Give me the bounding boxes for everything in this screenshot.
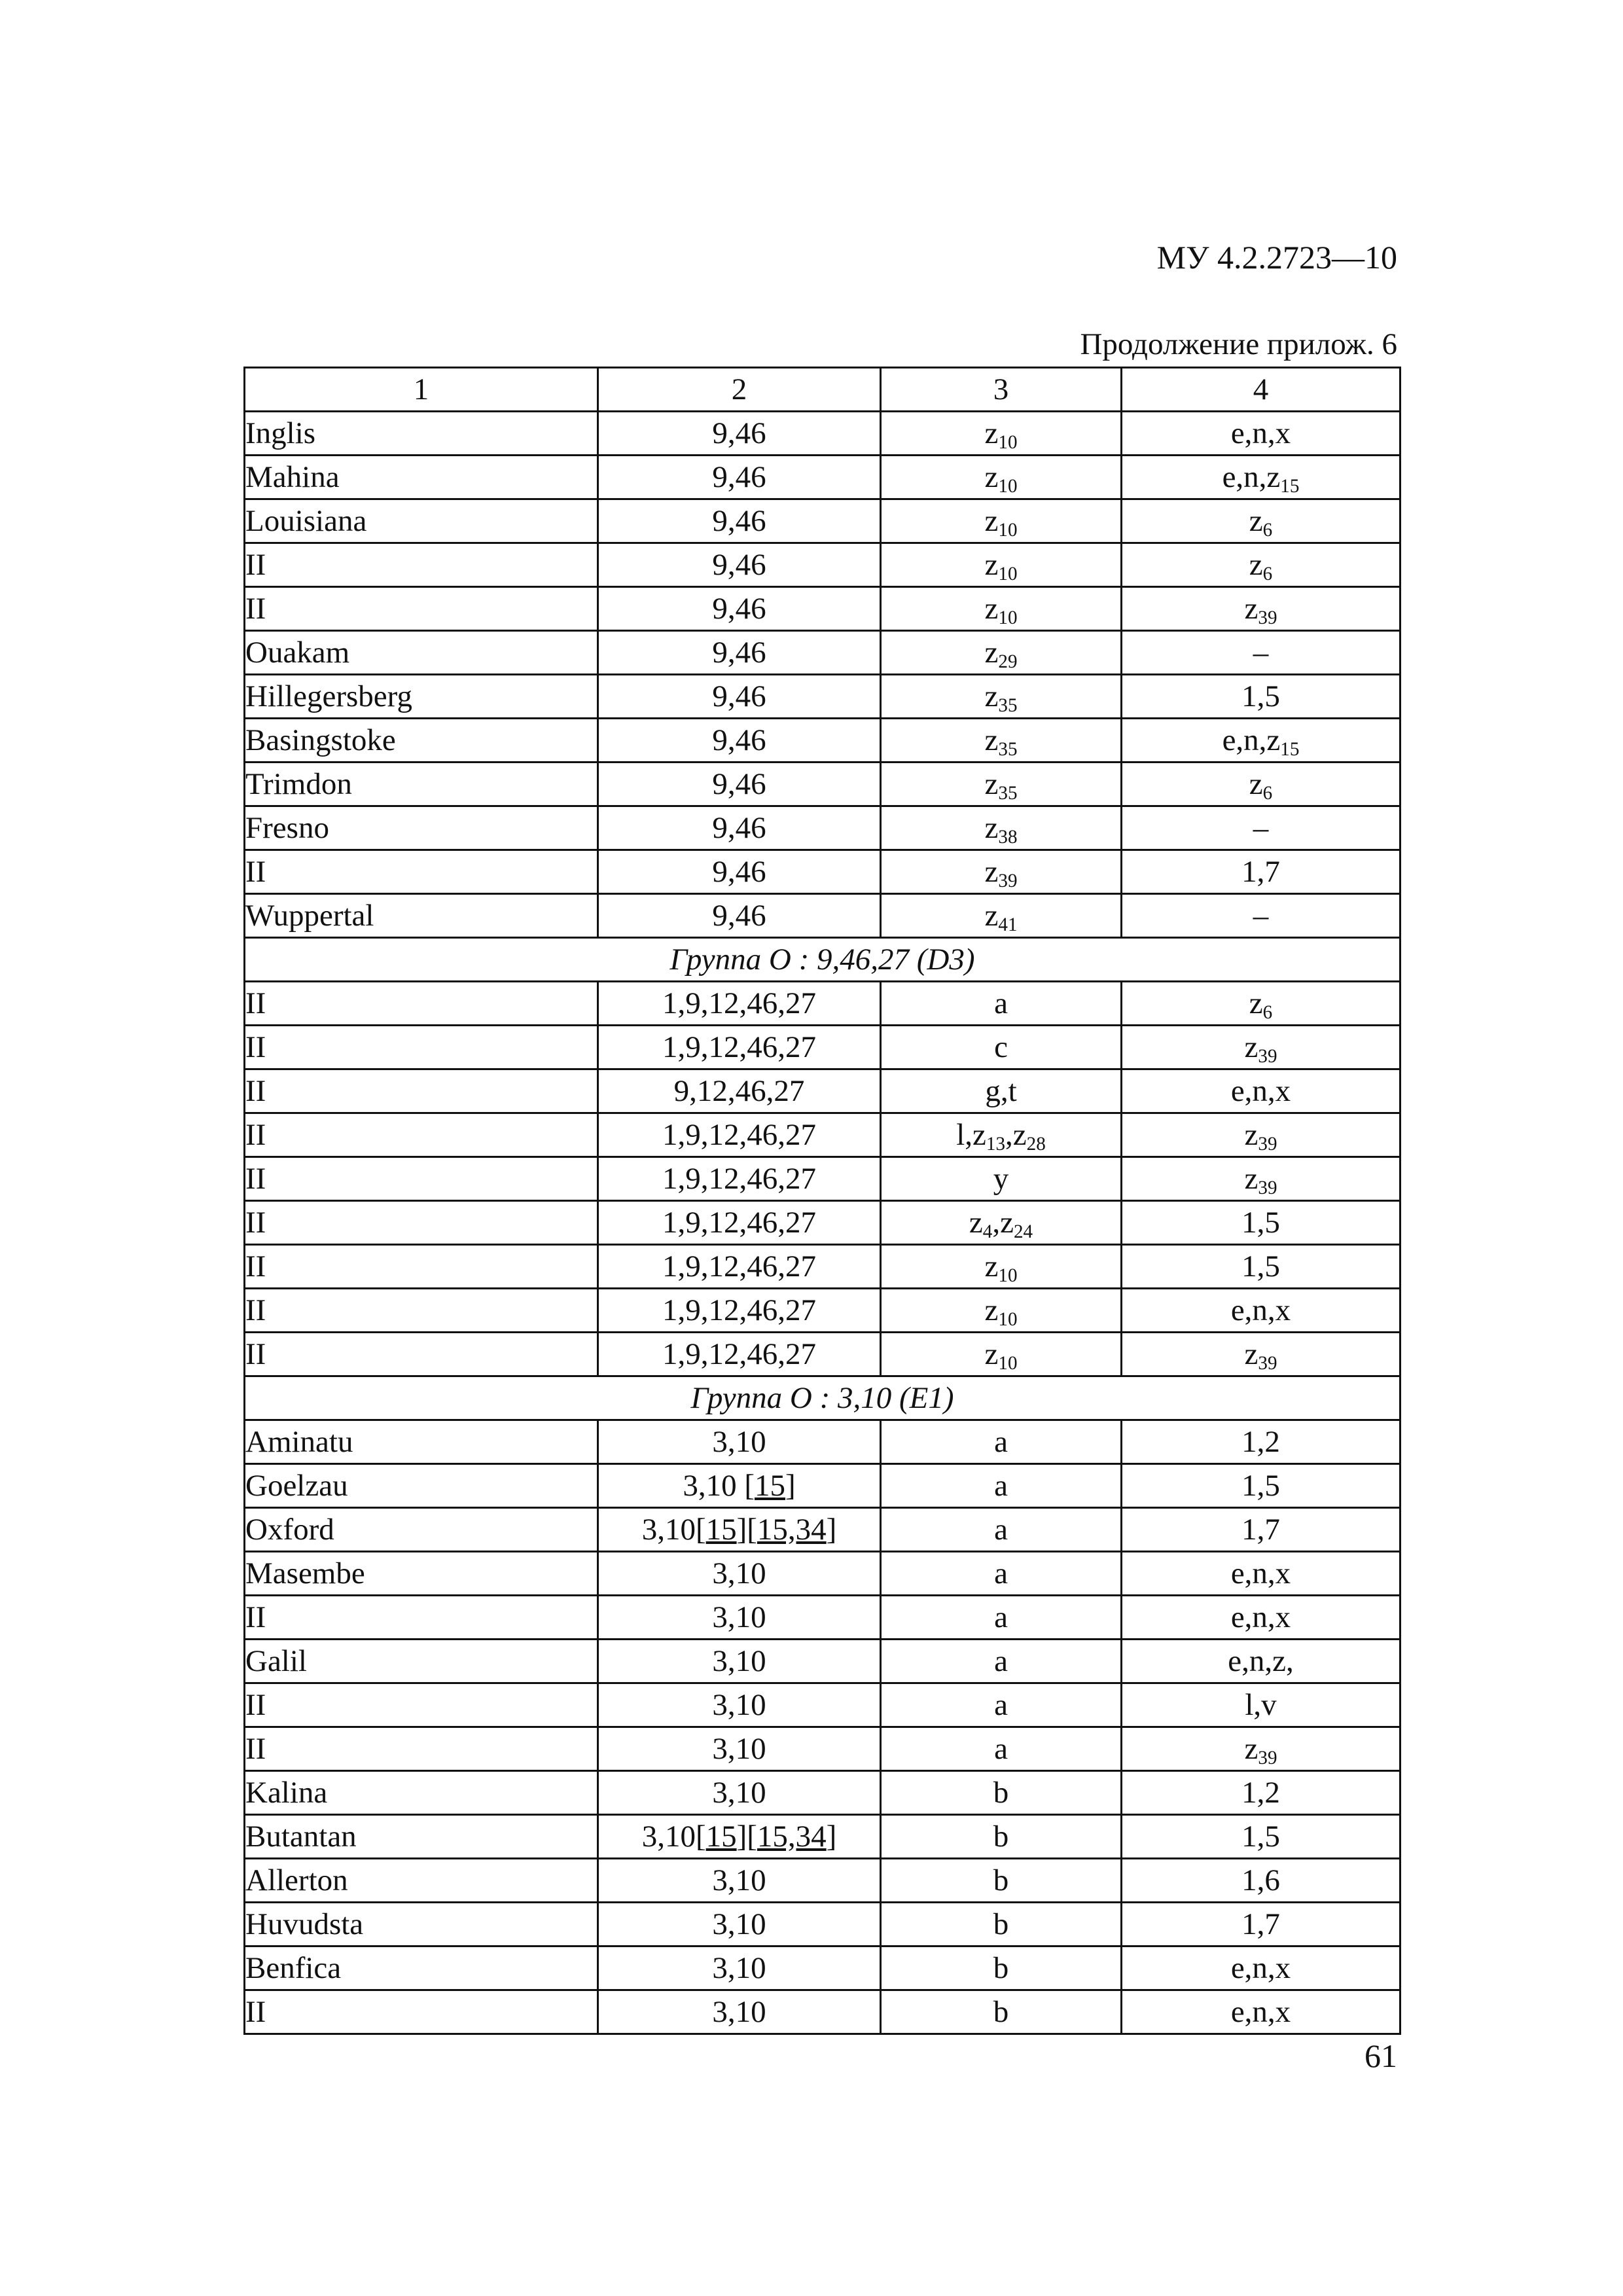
cell-col-1: Masembe	[245, 1552, 598, 1596]
table-row	[245, 719, 1400, 762]
table-body	[245, 368, 1400, 2034]
cell-col-3: $z_{10}$	[881, 499, 1122, 543]
cell-col-4: $e,n,z_{15}$	[1122, 719, 1400, 762]
cell-col-2: 3,10	[598, 1420, 881, 1464]
table-row	[245, 1245, 1400, 1289]
table-row	[245, 1333, 1400, 1376]
cell-col-3: $z_{10}$	[881, 1289, 1122, 1333]
cell-col-4: e,n,x	[1122, 1596, 1400, 1640]
table-row	[245, 894, 1400, 938]
cell-col-3: b	[881, 1903, 1122, 1946]
table-row	[245, 1596, 1400, 1640]
cell-col-2: 3,10[15][15,34]	[598, 1815, 881, 1859]
cell-col-1: II	[245, 587, 598, 631]
cell-col-2: 9,46	[598, 631, 881, 675]
cell-col-2: 9,46	[598, 806, 881, 850]
cell-col-2: 3,10	[598, 1903, 881, 1946]
cell-col-4: e,n,x	[1122, 1990, 1400, 2034]
document-code: МУ 4.2.2723—10	[1156, 239, 1397, 276]
cell-col-2: 3,10	[598, 1596, 881, 1640]
cell-col-4: 1,7	[1122, 850, 1400, 894]
cell-col-3: $z_{41}$	[881, 894, 1122, 938]
group-label: Группа О : 3,10 (E1)	[245, 1376, 1400, 1420]
cell-col-3: $z_{10}$	[881, 412, 1122, 456]
cell-col-3: $z_{38}$	[881, 806, 1122, 850]
cell-col-4: 1,5	[1122, 675, 1400, 719]
table-row	[245, 1727, 1400, 1771]
cell-col-4: $z_6$	[1122, 543, 1400, 587]
cell-col-2: 3,10[15][15,34]	[598, 1508, 881, 1552]
cell-col-2: 9,46	[598, 850, 881, 894]
cell-col-2: 1,9,12,46,27	[598, 1201, 881, 1245]
cell-col-3: a	[881, 1683, 1122, 1727]
cell-col-4: $z_6$	[1122, 762, 1400, 806]
cell-col-4: 1,5	[1122, 1815, 1400, 1859]
table-row	[245, 982, 1400, 1026]
cell-col-2: 9,46	[598, 412, 881, 456]
cell-col-1: II	[245, 543, 598, 587]
cell-col-4: e,n,x	[1122, 1289, 1400, 1333]
table-row	[245, 1859, 1400, 1903]
cell-col-4: $z_6$	[1122, 982, 1400, 1026]
cell-col-1: II	[245, 982, 598, 1026]
cell-col-3: y	[881, 1157, 1122, 1201]
cell-col-1: Ouakam	[245, 631, 598, 675]
cell-col-3: a	[881, 1420, 1122, 1464]
cell-col-2: 9,46	[598, 456, 881, 499]
cell-col-3: $z_{10}$	[881, 587, 1122, 631]
cell-col-3: $z_{35}$	[881, 762, 1122, 806]
cell-col-2: 3,10	[598, 1990, 881, 2034]
cell-col-3: $z_{35}$	[881, 675, 1122, 719]
cell-col-3: a	[881, 1596, 1122, 1640]
cell-col-1: Kalina	[245, 1771, 598, 1815]
cell-col-4: e,n,x	[1122, 1946, 1400, 1990]
table-row	[245, 1464, 1400, 1508]
table-row	[245, 1552, 1400, 1596]
cell-col-4: e,n,z,	[1122, 1640, 1400, 1683]
table-row	[245, 587, 1400, 631]
cell-col-4: –	[1122, 806, 1400, 850]
cell-col-4: $z_6$	[1122, 499, 1400, 543]
cell-col-4: $e,n,z_{15}$	[1122, 456, 1400, 499]
cell-col-3: $z_{10}$	[881, 1333, 1122, 1376]
cell-col-3: c	[881, 1026, 1122, 1069]
cell-col-1: II	[245, 1289, 598, 1333]
continuation-caption: Продолжение прилож. 6	[1080, 327, 1397, 361]
group-label: Группа О : 9,46,27 (D3)	[245, 938, 1400, 982]
cell-col-4: $z_{39}$	[1122, 1026, 1400, 1069]
cell-col-4: $z_{39}$	[1122, 1157, 1400, 1201]
cell-col-1: Louisiana	[245, 499, 598, 543]
cell-col-2: 9,46	[598, 543, 881, 587]
table-row	[245, 1201, 1400, 1245]
cell-col-4: 1,2	[1122, 1420, 1400, 1464]
cell-col-2: 1,9,12,46,27	[598, 1289, 881, 1333]
group-header-row	[245, 938, 1400, 982]
cell-col-2: 9,46	[598, 675, 881, 719]
cell-col-4: 1,5	[1122, 1201, 1400, 1245]
cell-col-2: 3,10 [15]	[598, 1464, 881, 1508]
cell-col-2: 1,9,12,46,27	[598, 1113, 881, 1157]
cell-col-1: Wuppertal	[245, 894, 598, 938]
cell-col-1: Hillegersberg	[245, 675, 598, 719]
cell-col-2: 3,10	[598, 1640, 881, 1683]
cell-col-1: II	[245, 1069, 598, 1113]
cell-col-1: Oxford	[245, 1508, 598, 1552]
cell-col-1: II	[245, 1727, 598, 1771]
cell-col-2: 3,10	[598, 1683, 881, 1727]
cell-col-3: $z_{10}$	[881, 1245, 1122, 1289]
cell-col-3: a	[881, 1464, 1122, 1508]
column-header-4: 4	[1122, 368, 1400, 412]
cell-col-2: 3,10	[598, 1859, 881, 1903]
cell-col-3: $l,z_{13},z_{28}$	[881, 1113, 1122, 1157]
cell-col-4: –	[1122, 631, 1400, 675]
cell-col-4: e,n,x	[1122, 1069, 1400, 1113]
cell-col-3: b	[881, 1859, 1122, 1903]
table-row	[245, 850, 1400, 894]
cell-col-1: Trimdon	[245, 762, 598, 806]
table-row	[245, 1420, 1400, 1464]
cell-col-3: a	[881, 1640, 1122, 1683]
cell-col-2: 9,46	[598, 719, 881, 762]
cell-col-2: 3,10	[598, 1946, 881, 1990]
cell-col-3: $z_{29}$	[881, 631, 1122, 675]
group-header-row	[245, 1376, 1400, 1420]
cell-col-1: Huvudsta	[245, 1903, 598, 1946]
cell-col-1: Basingstoke	[245, 719, 598, 762]
cell-col-4: 1,5	[1122, 1464, 1400, 1508]
table-row	[245, 1113, 1400, 1157]
cell-col-2: 9,46	[598, 762, 881, 806]
table-row	[245, 675, 1400, 719]
cell-col-2: 3,10	[598, 1771, 881, 1815]
cell-col-3: a	[881, 1727, 1122, 1771]
cell-col-4: l,v	[1122, 1683, 1400, 1727]
cell-col-1: Inglis	[245, 412, 598, 456]
table-row	[245, 1771, 1400, 1815]
page-number: 61	[1364, 2037, 1397, 2074]
cell-col-1: II	[245, 1157, 598, 1201]
cell-col-1: II	[245, 1333, 598, 1376]
cell-col-3: g,t	[881, 1069, 1122, 1113]
table-row	[245, 806, 1400, 850]
cell-col-1: II	[245, 1596, 598, 1640]
table-row	[245, 1903, 1400, 1946]
cell-col-1: II	[245, 1683, 598, 1727]
antigen-table	[243, 367, 1401, 2035]
cell-col-3: $z_{35}$	[881, 719, 1122, 762]
cell-col-2: 1,9,12,46,27	[598, 1333, 881, 1376]
cell-col-1: Benfica	[245, 1946, 598, 1990]
cell-col-1: Aminatu	[245, 1420, 598, 1464]
cell-col-1: II	[245, 1245, 598, 1289]
cell-col-2: 9,46	[598, 587, 881, 631]
table-row	[245, 1289, 1400, 1333]
cell-col-4: $z_{39}$	[1122, 1333, 1400, 1376]
cell-col-4: –	[1122, 894, 1400, 938]
cell-col-4: 1,6	[1122, 1859, 1400, 1903]
cell-col-4: $z_{39}$	[1122, 587, 1400, 631]
cell-col-1: Butantan	[245, 1815, 598, 1859]
cell-col-4: 1,7	[1122, 1903, 1400, 1946]
cell-col-1: II	[245, 1990, 598, 2034]
table-row	[245, 1157, 1400, 1201]
table-row	[245, 1946, 1400, 1990]
cell-col-1: II	[245, 850, 598, 894]
table-row	[245, 1508, 1400, 1552]
cell-col-3: $z_{39}$	[881, 850, 1122, 894]
cell-col-4: $z_{39}$	[1122, 1113, 1400, 1157]
cell-col-3: a	[881, 1552, 1122, 1596]
column-header-1: 1	[245, 368, 598, 412]
cell-col-2: 9,46	[598, 499, 881, 543]
cell-col-1: Allerton	[245, 1859, 598, 1903]
cell-col-2: 1,9,12,46,27	[598, 1026, 881, 1069]
cell-col-4: e,n,x	[1122, 412, 1400, 456]
table-row	[245, 1640, 1400, 1683]
cell-col-3: $z_{10}$	[881, 456, 1122, 499]
cell-col-1: Galil	[245, 1640, 598, 1683]
cell-col-4: 1,7	[1122, 1508, 1400, 1552]
table-row	[245, 456, 1400, 499]
cell-col-3: b	[881, 1946, 1122, 1990]
table-row	[245, 762, 1400, 806]
cell-col-2: 1,9,12,46,27	[598, 982, 881, 1026]
cell-col-2: 3,10	[598, 1552, 881, 1596]
column-header-3: 3	[881, 368, 1122, 412]
cell-col-3: a	[881, 1508, 1122, 1552]
table-header-row	[245, 368, 1400, 412]
table-row	[245, 499, 1400, 543]
cell-col-3: b	[881, 1771, 1122, 1815]
cell-col-3: $z_4,z_{24}$	[881, 1201, 1122, 1245]
cell-col-3: $z_{10}$	[881, 543, 1122, 587]
table-row	[245, 631, 1400, 675]
table-row	[245, 1069, 1400, 1113]
cell-col-1: Fresno	[245, 806, 598, 850]
table-row	[245, 1683, 1400, 1727]
table-row	[245, 1815, 1400, 1859]
cell-col-2: 9,12,46,27	[598, 1069, 881, 1113]
cell-col-1: II	[245, 1201, 598, 1245]
table-row	[245, 1990, 1400, 2034]
cell-col-3: a	[881, 982, 1122, 1026]
cell-col-1: Mahina	[245, 456, 598, 499]
cell-col-3: b	[881, 1990, 1122, 2034]
table-row	[245, 543, 1400, 587]
cell-col-2: 3,10	[598, 1727, 881, 1771]
cell-col-2: 1,9,12,46,27	[598, 1245, 881, 1289]
cell-col-4: $z_{39}$	[1122, 1727, 1400, 1771]
cell-col-2: 9,46	[598, 894, 881, 938]
cell-col-1: II	[245, 1113, 598, 1157]
column-header-2: 2	[598, 368, 881, 412]
cell-col-4: 1,2	[1122, 1771, 1400, 1815]
cell-col-4: 1,5	[1122, 1245, 1400, 1289]
cell-col-3: b	[881, 1815, 1122, 1859]
table-row	[245, 1026, 1400, 1069]
table-row	[245, 412, 1400, 456]
cell-col-2: 1,9,12,46,27	[598, 1157, 881, 1201]
cell-col-1: II	[245, 1026, 598, 1069]
cell-col-4: e,n,x	[1122, 1552, 1400, 1596]
cell-col-1: Goelzau	[245, 1464, 598, 1508]
